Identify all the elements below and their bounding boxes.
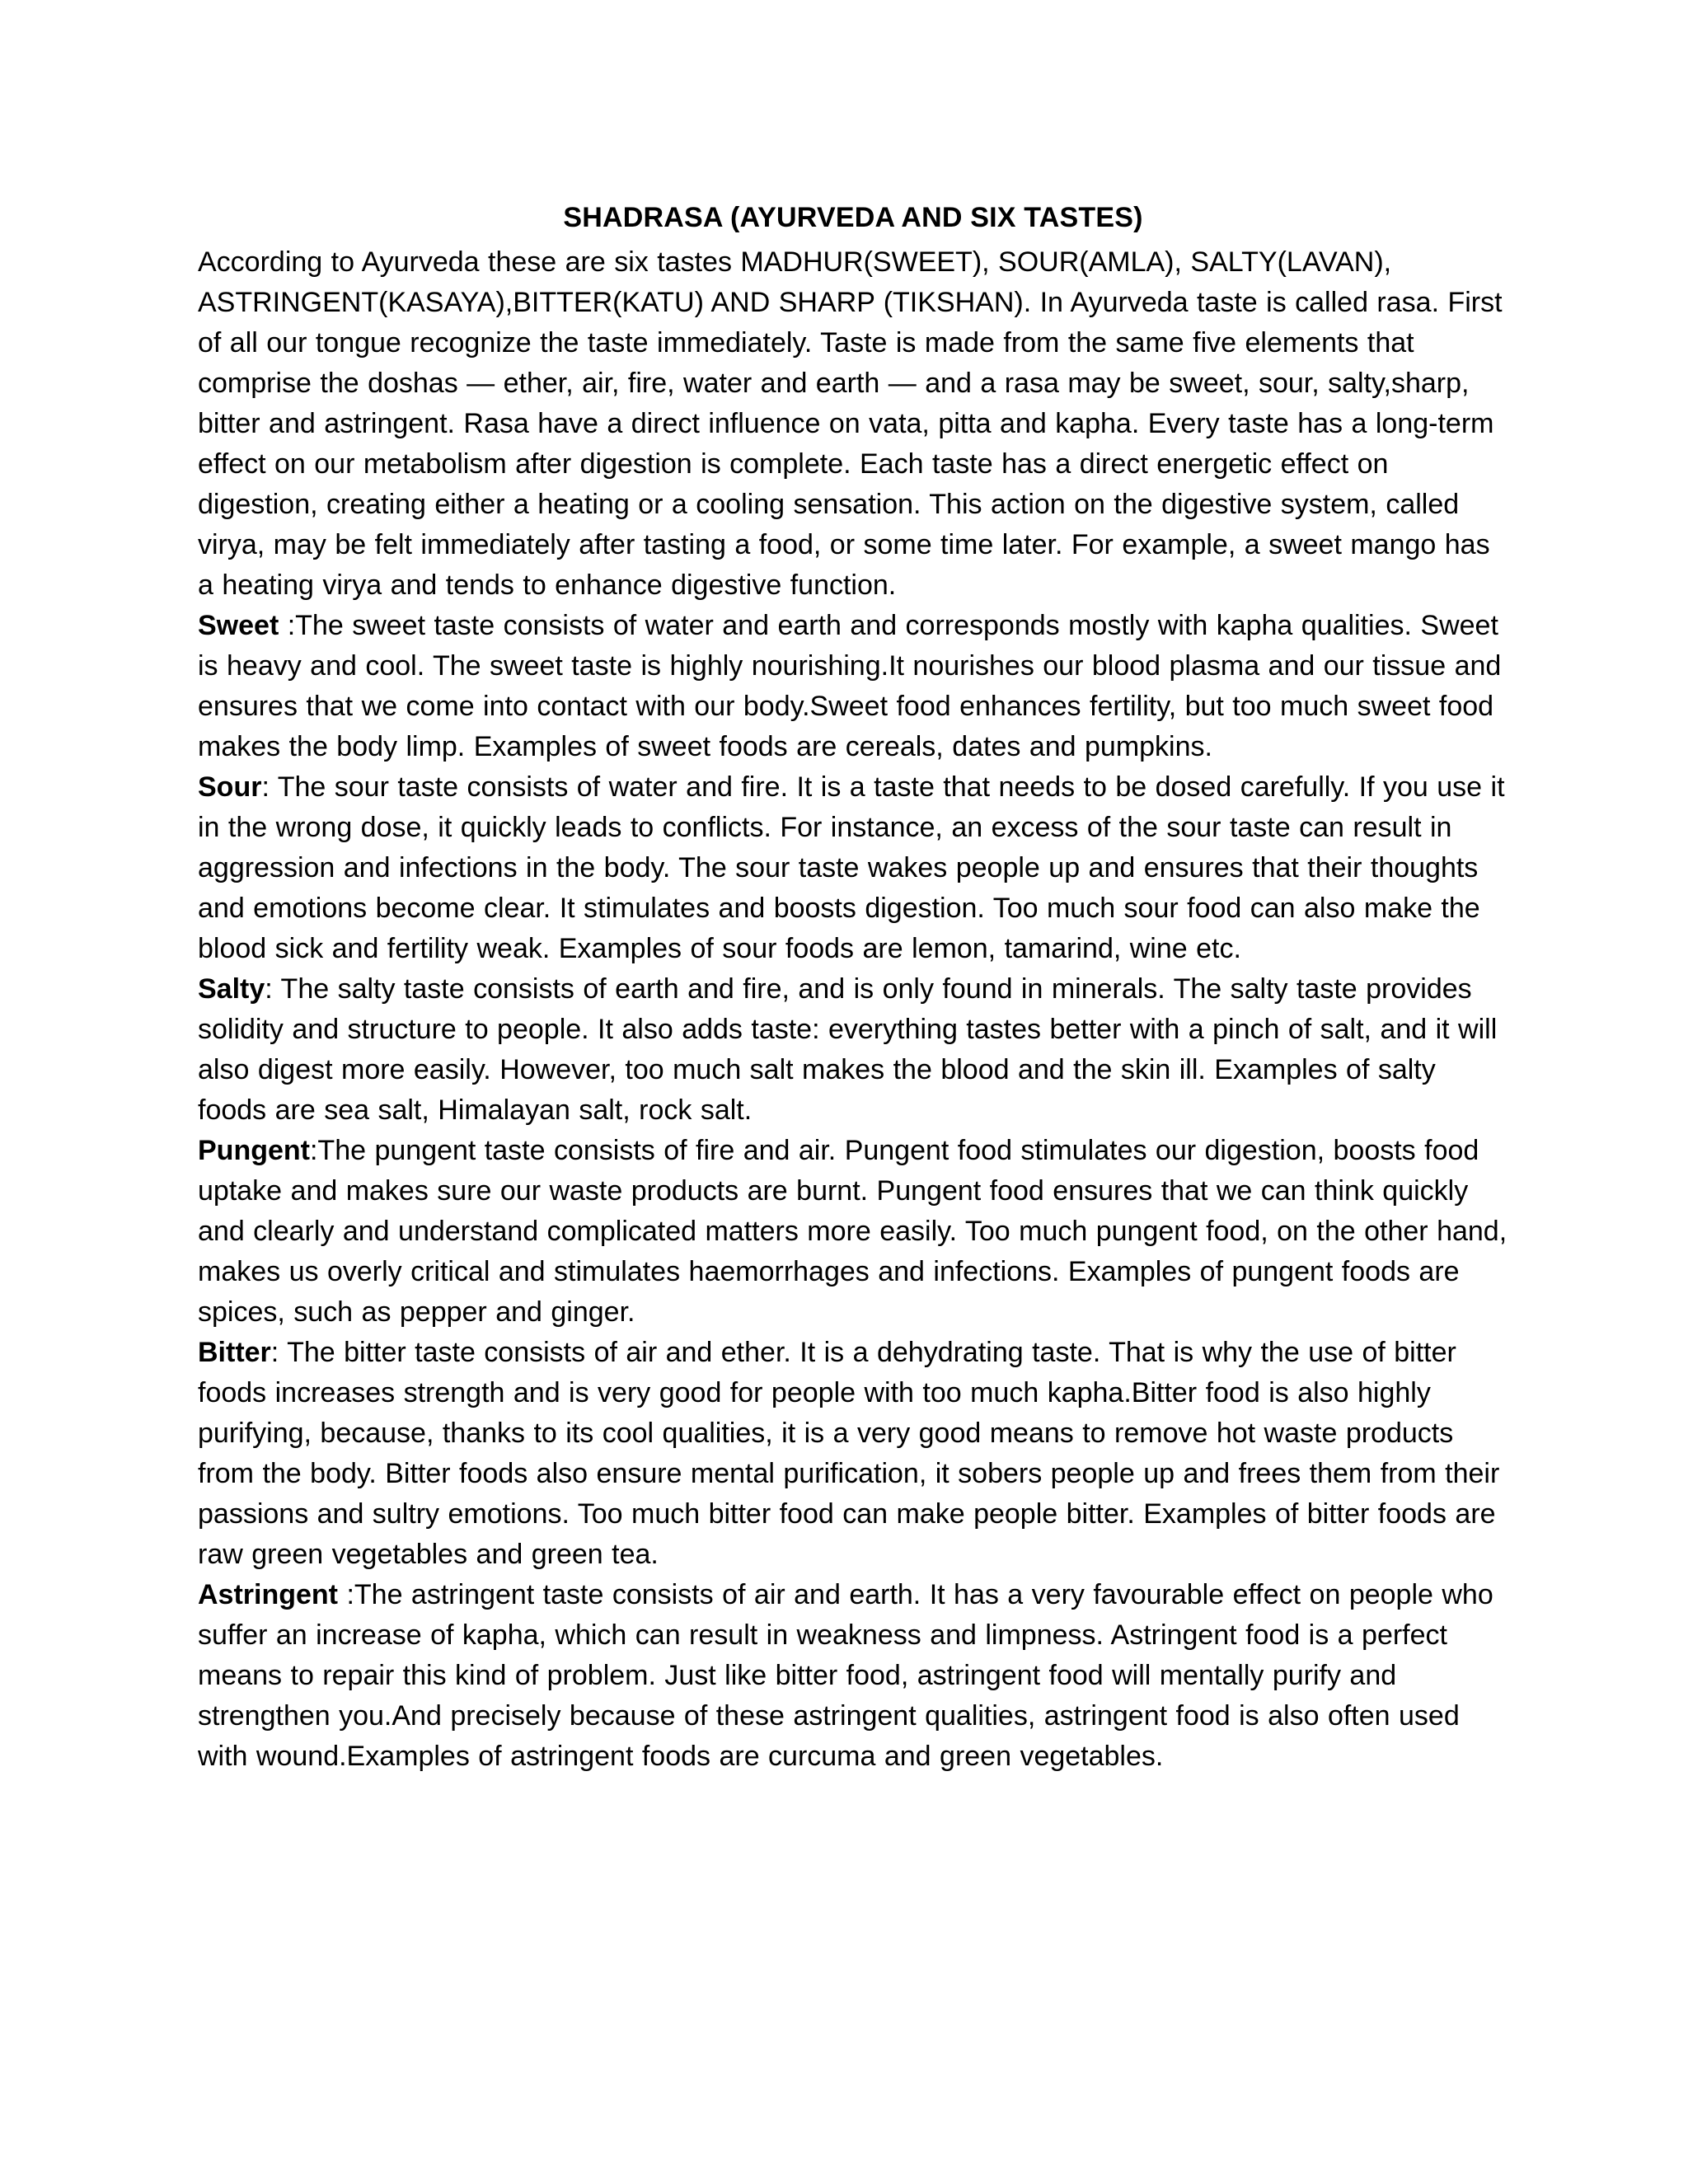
section-term-salty: Salty [198,973,265,1005]
section-text-bitter: : The bitter taste consists of air and ether. It is a dehydrating taste. That is why the use of bitter foods increases strength and is very good for people with too much kapha.Bitter food is also highly purifying, because, thanks to its cool qualities, it is a very good means to remove hot waste products from the body. Bitter foods also ensure mental purification, it sobers people up and frees them from their passions and sultry emotions. Too much bitter food can make people bitter. Examples of bitter foods are raw green vegetables and green tea. [198,1337,1500,1570]
section-term-astringent: Astringent [198,1579,338,1610]
section-text-sour: : The sour taste consists of water and fire. It is a taste that needs to be dosed carefully. If you use it in the wrong dose, it quickly leads to conflicts. For instance, an excess of the sour taste can result in aggression and infections in the body. The sour taste wakes people up and ensures that their thoughts and emotions become clear. It stimulates and boosts digestion. Too much sour food can also make the blood sick and fertility weak. Examples of sour foods are lemon, tamarind, wine etc. [198,771,1505,964]
section-pungent [198,1131,1508,1333]
section-term-sour: Sour [198,771,262,803]
section-text-pungent: :The pungent taste consists of fire and air. Pungent food stimulates our digestion, boosts food uptake and makes sure our waste products are burnt. Pungent food ensures that we can think quickly and clearly and understand complicated matters more easily. Too much pungent food, on the other hand, makes us overly critical and stimulates haemorrhages and infections. Examples of pungent foods are spices, such as pepper and ginger. [198,1135,1507,1328]
section-astringent [198,1575,1508,1777]
section-text-astringent: :The astringent taste consists of air and earth. It has a very favourable effect on people who suffer an increase of kapha, which can result in weakness and limpness. Astringent food is a perfect means to repair this kind of problem. Just like bitter food, astringent food will mentally purify and strengthen you.And precisely because of these astringent qualities, astringent food is also often used with wound.Examples of astringent foods are curcuma and green vegetables. [198,1579,1493,1772]
section-text-sweet: :The sweet taste consists of water and earth and corresponds mostly with kapha qualities. Sweet is heavy and cool. The sweet taste is highly nourishing.It nourishes our blood plasma and our tissue and ensures that we come into contact with our body.Sweet food enhances fertility, but too much sweet food makes the body limp. Examples of sweet foods are cereals, dates and pumpkins. [198,610,1502,762]
section-sour [198,767,1508,969]
section-bitter [198,1333,1508,1575]
section-sweet [198,606,1508,767]
intro-paragraph: According to Ayurveda these are six tastes MADHUR(SWEET), SOUR(AMLA), SALTY(LAVAN), ASTRINGENT(KASAYA),BITTER(KATU) AND SHARP (TIKSHAN). In Ayurveda taste is called rasa. First of all our tongue recognize the taste immediately. Taste is made from the same five elements that comprise the doshas — ether, air, fire, water and earth — and a rasa may be sweet, sour, salty,sharp, bitter and astringent. Rasa have a direct influence on vata, pitta and kapha. Every taste has a long-term effect on our metabolism after digestion is complete. Each taste has a direct energetic effect on digestion, creating either a heating or a cooling sensation. This action on the digestive system, called virya, may be felt immediately after tasting a food, or some time later. For example, a sweet mango has a heating virya and tends to enhance digestive function. [198,246,1503,601]
section-term-bitter: Bitter [198,1337,271,1368]
section-term-sweet: Sweet [198,610,279,641]
document-page [198,198,1508,1777]
section-term-pungent: Pungent [198,1135,310,1166]
section-text-salty: : The salty taste consists of earth and fire, and is only found in minerals. The salty taste provides solidity and structure to people. It also adds taste: everything tastes better with a pinch of salt, and it will also digest more easily. However, too much salt makes the blood and the skin ill. Examples of salty foods are sea salt, Himalayan salt, rock salt. [198,973,1498,1126]
section-salty [198,969,1508,1131]
document-title: SHADRASA (AYURVEDA AND SIX TASTES) [563,202,1143,233]
